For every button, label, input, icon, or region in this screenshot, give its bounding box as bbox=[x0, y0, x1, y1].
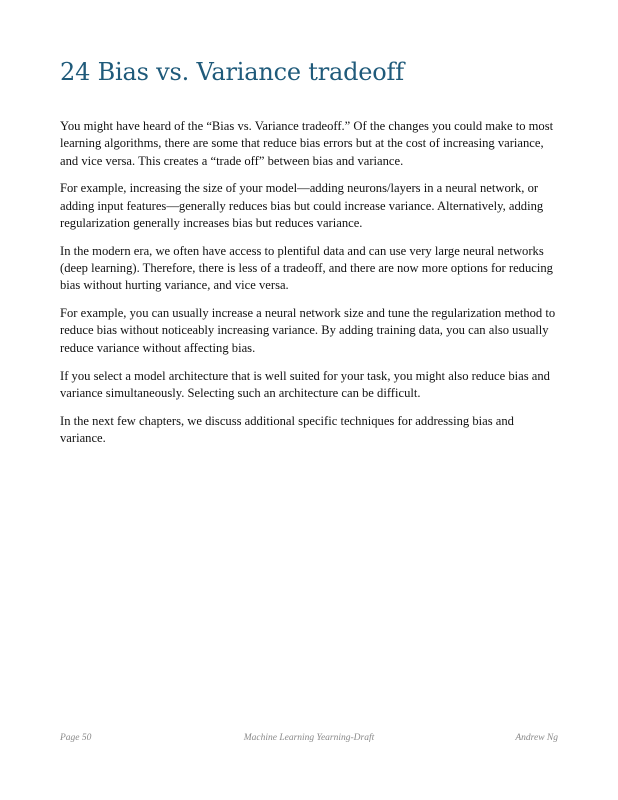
page-number: Page 50 bbox=[60, 733, 92, 743]
paragraph: In the modern era, we often have access to plentiful data and can use very large neural networks (deep learning). Therefore, there is less of a tradeoff, and there are now more options for reducing bias without hurting variance, and vice versa. bbox=[60, 243, 553, 293]
chapter-body bbox=[60, 118, 560, 458]
paragraph: In the next few chapters, we discuss additional specific techniques for addressing bias and variance. bbox=[60, 413, 514, 445]
book-title: Machine Learning Yearning-Draft bbox=[243, 733, 375, 743]
paragraph: You might have heard of the “Bias vs. Variance tradeoff.” Of the changes you could make to most learning algorithms, there are some that reduce bias errors but at the cost of increasing variance, and vice versa. This creates a “trade off” between bias and variance. bbox=[60, 119, 554, 168]
paragraph: For example, increasing the size of your model—adding neurons/layers in a neural network, or adding input features—generally reduces bias but could increase variance. Alternatively, adding regularization generally increases bias but reduces variance. bbox=[60, 181, 544, 230]
chapter-title: 24 Bias vs. Variance tradeoff bbox=[60, 58, 404, 86]
page-footer bbox=[60, 733, 558, 747]
paragraph: For example, you can usually increase a neural network size and tune the regularization method to reduce bias without noticeably increasing variance. By adding training data, you can also usually reduce variance without affecting bias. bbox=[60, 306, 556, 355]
paragraph: If you select a model architecture that is well suited for your task, you might also reduce bias and variance simultaneously. Selecting such an architecture can be difficult. bbox=[60, 368, 550, 400]
author-name: Andrew Ng bbox=[515, 733, 558, 743]
